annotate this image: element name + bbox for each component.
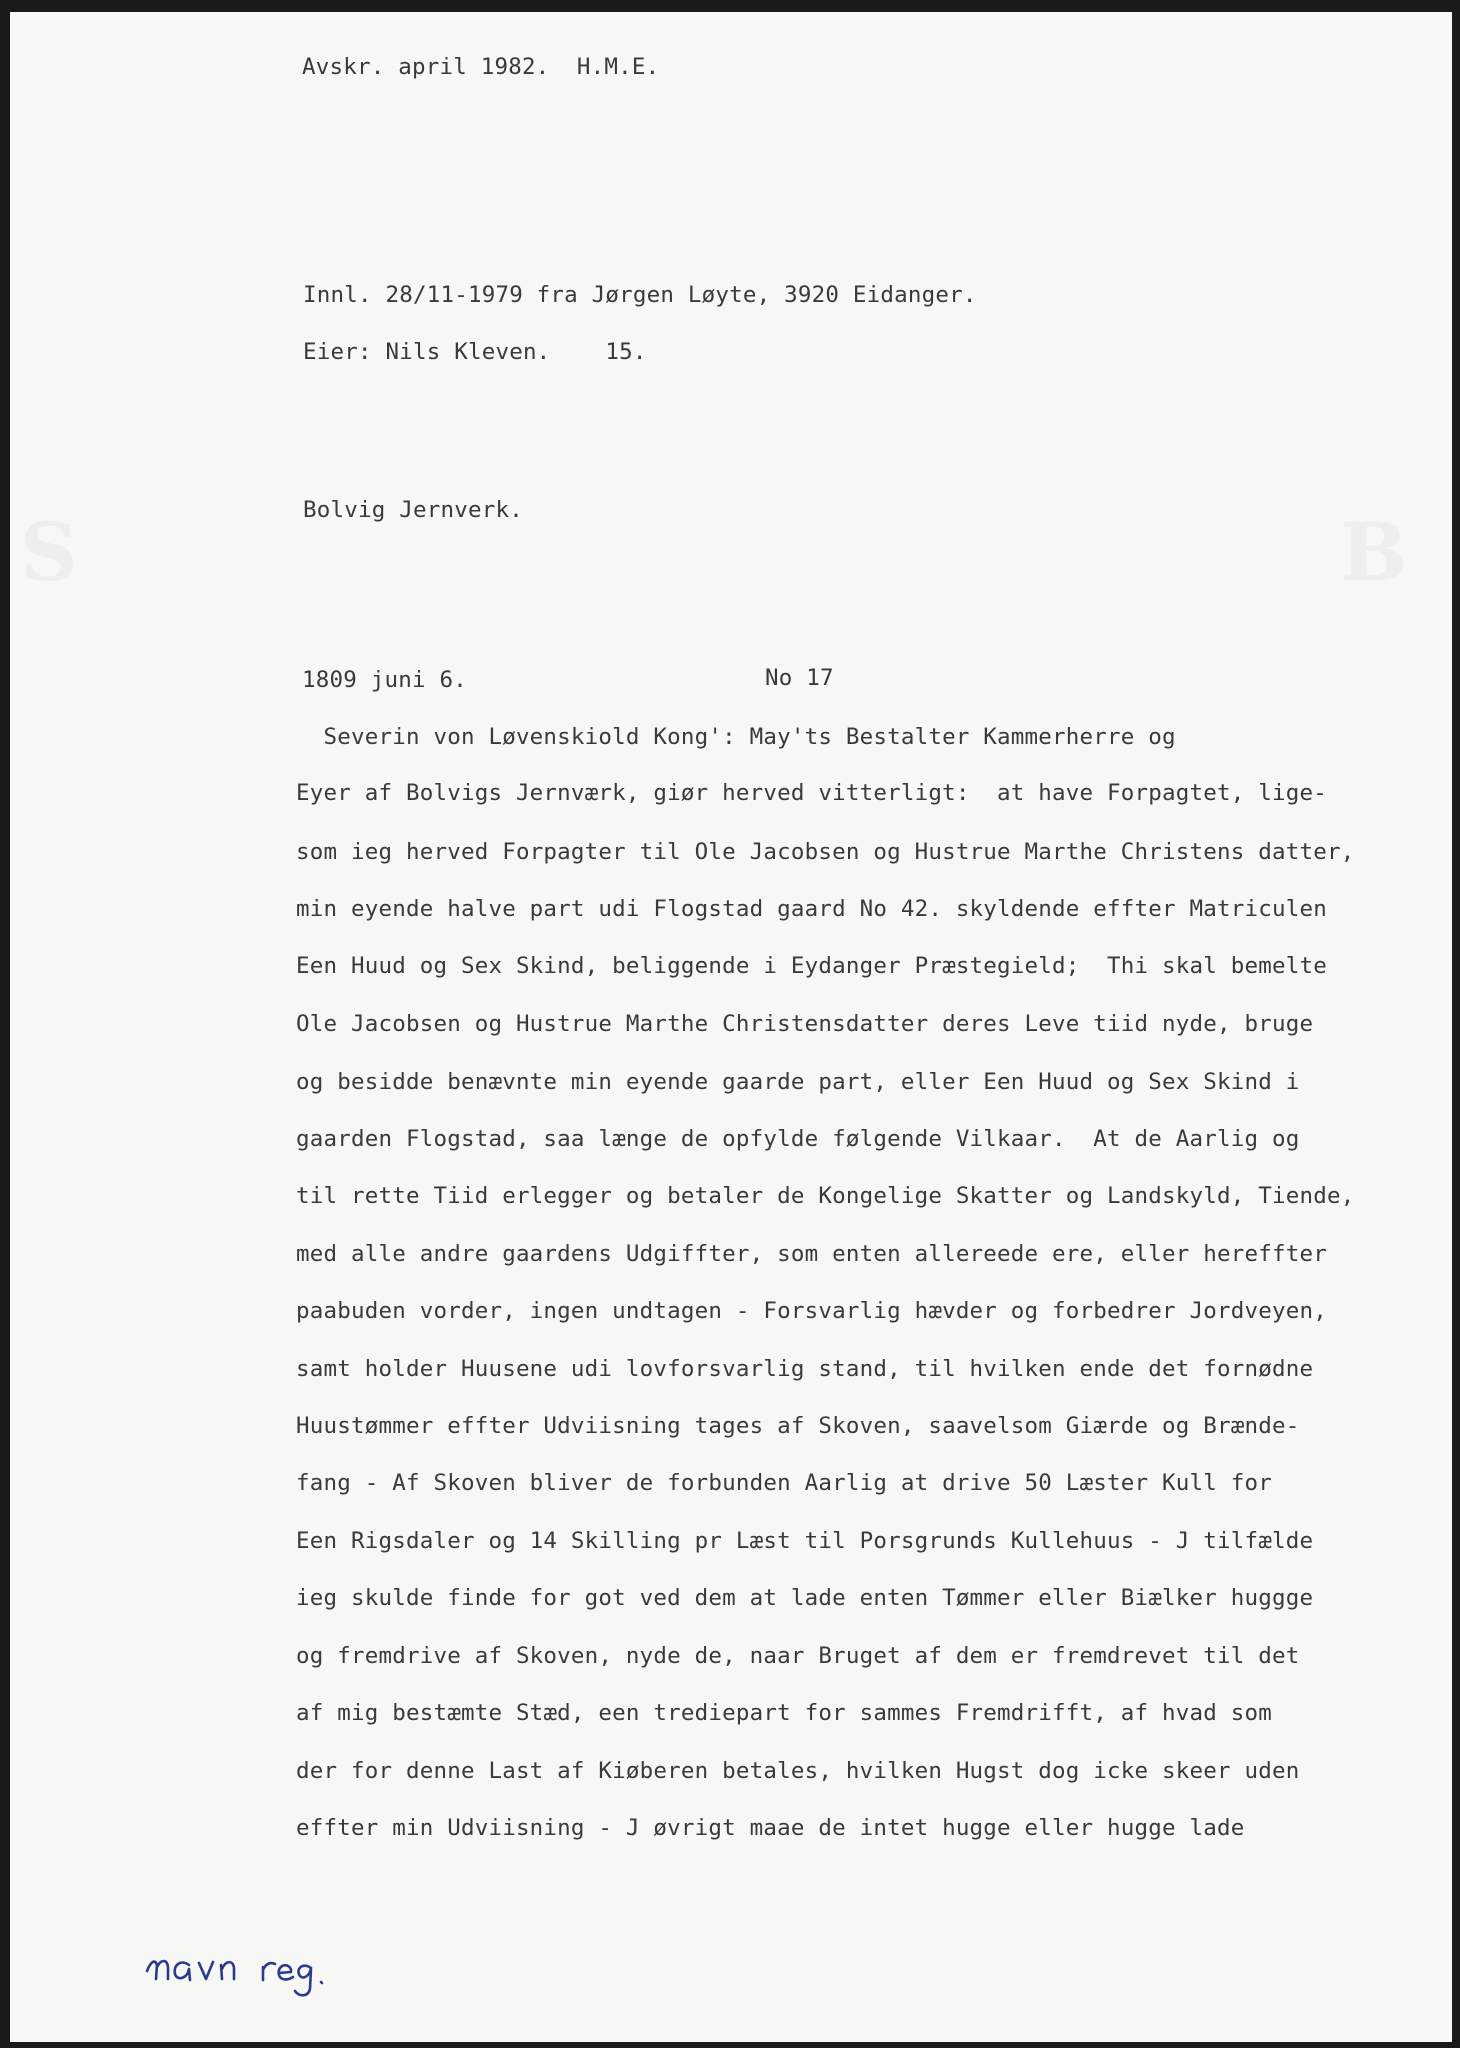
bleed-through-mark xyxy=(20,505,78,599)
body-line: Ole Jacobsen og Hustrue Marthe Christensdatter deres Leve tiid nyde, bruge xyxy=(296,1011,1314,1037)
body-line: Eyer af Bolvigs Jernværk, giør herved vitterligt: at have Forpagtet, lige- xyxy=(296,780,1327,806)
body-line: med alle andre gaardens Udgiffter, som enten allereede ere, eller hereffter xyxy=(296,1241,1327,1267)
handwritten-note xyxy=(143,1935,403,2005)
body-line: af mig bestæmte Stæd, een trediepart for sammes Fremdrifft, af hvad som xyxy=(296,1700,1272,1726)
document-number: No 17 xyxy=(765,665,834,691)
body-line: og besidde benævnte min eyende gaarde part, eller Een Huud og Sex Skind i xyxy=(296,1069,1300,1095)
owner-note: Eier: Nils Kleven. 15. xyxy=(303,339,647,365)
body-line: Een Rigsdaler og 14 Skilling pr Læst til Porsgrunds Kullehuus - J tilfælde xyxy=(296,1528,1314,1554)
received-note: Innl. 28/11-1979 fra Jørgen Løyte, 3920 Eidanger. xyxy=(303,282,977,308)
body-line: Een Huud og Sex Skind, beliggende i Eydanger Præstegield; Thi skal bemelte xyxy=(296,953,1327,979)
body-line: ieg skulde finde for got ved dem at lade enten Tømmer eller Biælker huggge xyxy=(296,1585,1314,1611)
body-line: og fremdrive af Skoven, nyde de, naar Bruget af dem er fremdrevet til det xyxy=(296,1643,1300,1669)
body-line: som ieg herved Forpagter til Ole Jacobsen og Hustrue Marthe Christens datter, xyxy=(296,839,1355,865)
body-line: paabuden vorder, ingen undtagen - Forsvarlig hævder og forbedrer Jordveyen, xyxy=(296,1298,1327,1324)
bleed-through-mark xyxy=(1340,505,1408,599)
document-title: Bolvig Jernverk. xyxy=(303,497,523,523)
body-line: min eyende halve part udi Flogstad gaard No 42. skyldende effter Matriculen xyxy=(296,896,1327,922)
body-line: samt holder Huusene udi lovforsvarlig stand, til hvilken ende det fornødne xyxy=(296,1356,1314,1382)
body-line: Severin von Løvenskiold Kong': May'ts Bestalter Kammerherre og xyxy=(296,724,1176,750)
document-date: 1809 juni 6. xyxy=(302,667,467,693)
body-line: fang - Af Skoven bliver de forbunden Aarlig at drive 50 Læster Kull for xyxy=(296,1470,1272,1496)
body-line: effter min Udviisning - J øvrigt maae de intet hugge eller hugge lade xyxy=(296,1815,1245,1841)
body-line: Huustømmer effter Udviisning tages af Skoven, saavelsom Giærde og Brænde- xyxy=(296,1413,1300,1439)
body-line: der for denne Last af Kiøberen betales, hvilken Hugst dog icke skeer uden xyxy=(296,1758,1300,1784)
body-line: til rette Tiid erlegger og betaler de Kongelige Skatter og Landskyld, Tiende, xyxy=(296,1183,1355,1209)
body-line: gaarden Flogstad, saa længe de opfylde følgende Vilkaar. At de Aarlig og xyxy=(296,1126,1300,1152)
transcription-note: Avskr. april 1982. H.M.E. xyxy=(302,54,660,80)
